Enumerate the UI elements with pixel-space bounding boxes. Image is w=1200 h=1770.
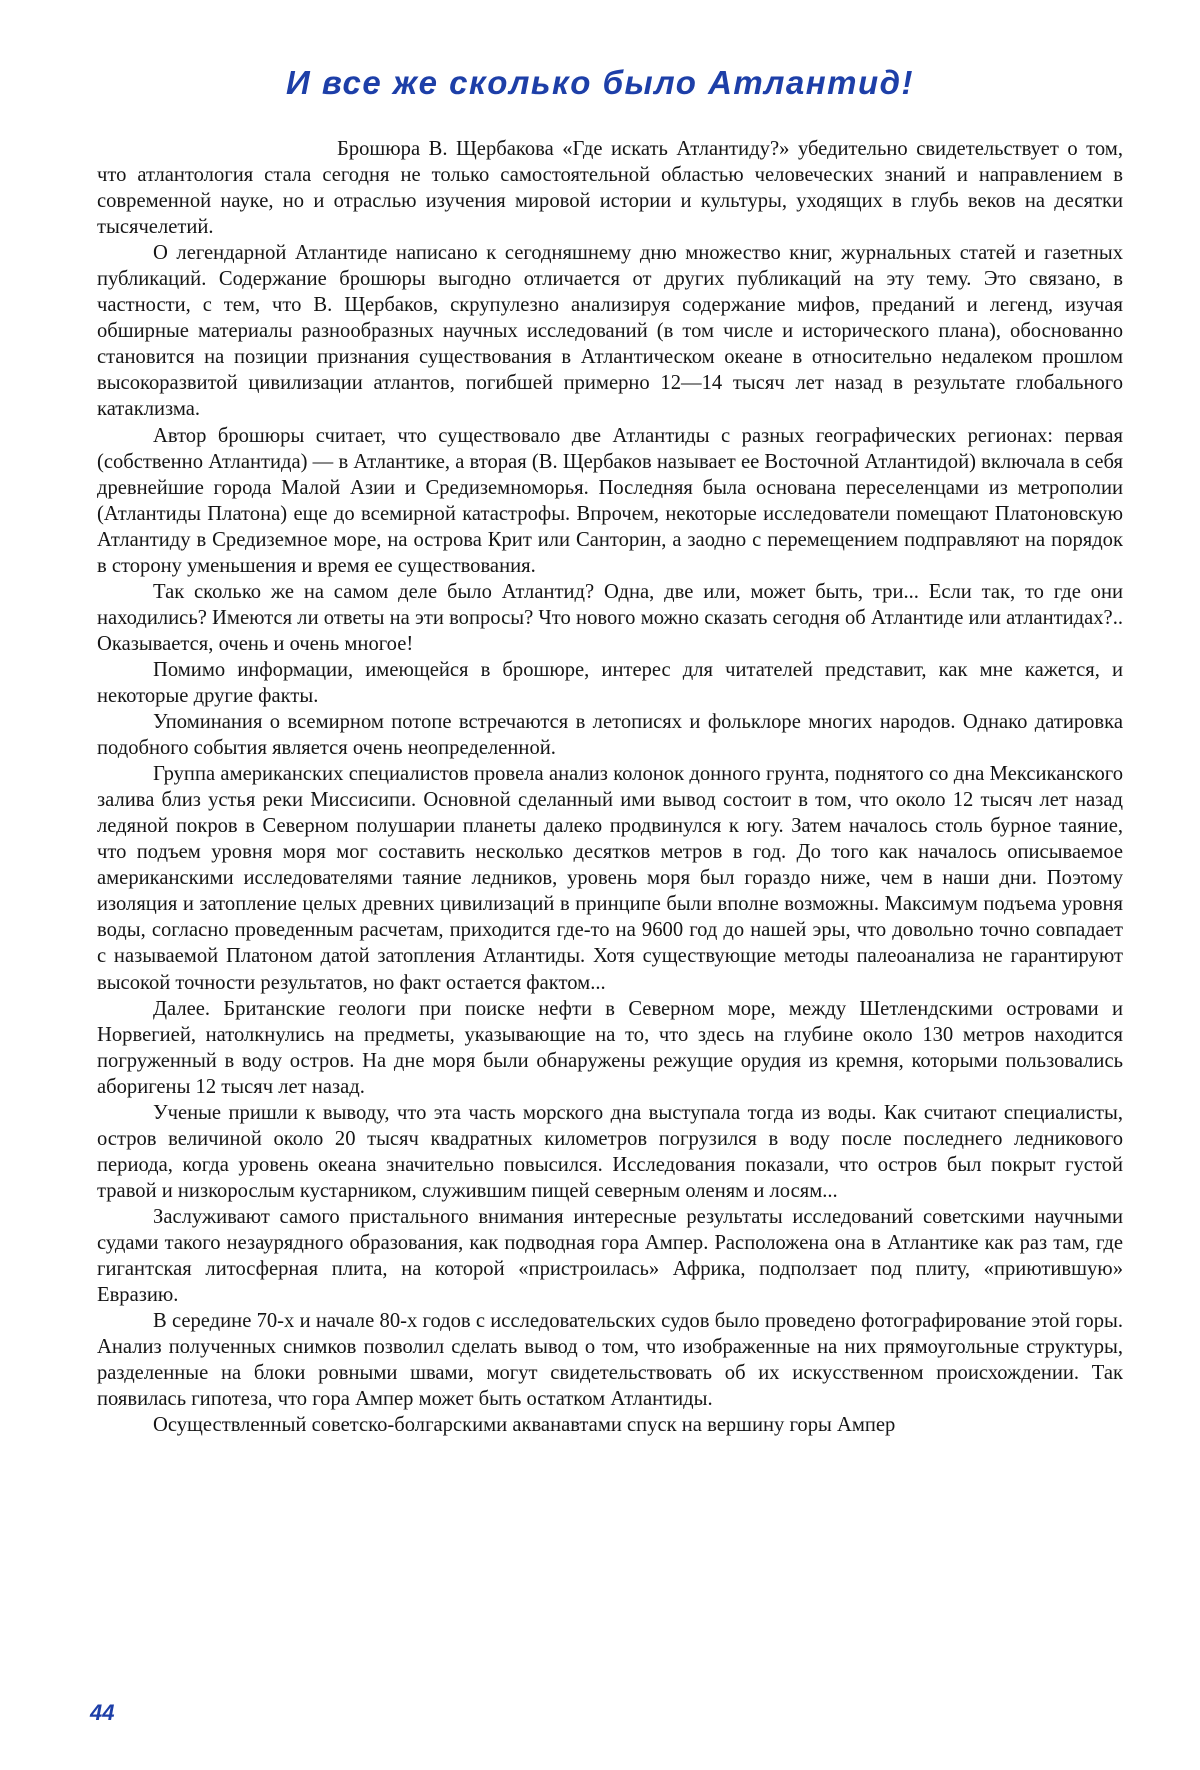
paragraph: Группа американских специалистов провела анализ колонок донного грунта, поднятого со дна Мексиканского залива близ устья реки Миссисипи. Основной сделанный ими вывод состоит в том, что около 12 тысяч лет назад ледяной покров в Северном полушарии планеты далеко продвинулся к югу. Затем началось столь бурное таяние, что подъем уровня моря мог составить несколько десятков метров в год. До того как началось описываемое американскими исследователями таяние ледников, уровень моря был гораздо ниже, чем в наши дни. Поэтому изоляция и затопление целых древних цивилизаций в принципе были вполне возможны. Максимум подъема уровня воды, согласно проведенным расчетам, приходится где-то на 9600 год до нашей эры, что довольно точно совпадает с называемой Платоном датой затопления Атлантиды. Хотя существующие методы палеоанализа не гарантируют высокой точности результатов, но факт остается фактом... — [97, 763, 1123, 994]
paragraph: Помимо информации, имеющейся в брошюре, интерес для читателей представит, как мне кажется, и некоторые другие факты. — [97, 658, 1123, 707]
paragraph: Заслуживают самого пристального внимания интересные результаты исследований советскими научными судами такого незаурядного образования, как подводная гора Ампер. Расположена она в Атлантике как раз там, где гигантская литосферная плита, на которой «пристроилась» Африка, подползает под плиту, «приютившую» Евразию. — [97, 1205, 1123, 1307]
paragraph: Далее. Британские геологи при поиске нефти в Северном море, между Шетлендскими островами и Норвегией, натолкнулись на предметы, указывающие на то, что здесь на глубине около 130 метров находится погруженный в воду остров. На дне моря были обнаружены режущие орудия из кремня, которыми пользовались аборигены 12 тысяч лет назад. — [97, 997, 1123, 1098]
paragraph: В середине 70-х и начале 80-х годов с исследовательских судов было проведено фотографирование этой горы. Анализ полученных снимков позволил сделать вывод о том, что изображенные на них прямоугольные структуры, разделенные на блоки ровными швами, могут свидетельствовать об их искусственном происхождении. Так появилась гипотеза, что гора Ампер может быть остатком Атлантиды. — [97, 1310, 1123, 1411]
paragraph: Осуществленный советско-болгарскими акванавтами спуск на вершину горы Ампер — [153, 1414, 896, 1437]
paragraph: Так сколько же на самом деле было Атлантид? Одна, две или, может быть, три... Если так, то где они находились? Имеются ли ответы на эти вопросы? Что нового можно сказать сегодня об Атлантиде или атлантидах?.. Оказывается, очень и очень многое! — [97, 580, 1123, 655]
paragraph: Брошюра В. Щербакова «Где искать Атлантиду?» убедительно свидетельствует о том, что атлантология стала сегодня не только самостоятельной областью человеческих знаний и направлением в современной науке, но и отраслью изучения мировой истории и культуры, уходящих в глубь веков на десятки тысячелетий. — [97, 138, 1123, 239]
article-body — [97, 136, 1123, 1438]
article-title: И все же сколько было Атлантид! — [285, 64, 915, 101]
paragraph: Упоминания о всемирном потопе встречаются в летописях и фольклоре многих народов. Однако датировка подобного события является очень неопределенной. — [97, 711, 1123, 760]
page-number: 44 — [90, 1700, 115, 1725]
paragraph: Автор брошюры считает, что существовало две Атлантиды с разных географических регионах: первая (собственно Атлантида) — в Атлантике, а вторая (В. Щербаков называет ее Восточной Атлантидой) включала в себя древнейшие города Малой Азии и Средиземноморья. Последняя была основана переселенцами из метрополии (Атлантиды Платона) еще до всемирной катастрофы. Впрочем, некоторые исследователи помещают Платоновскую Атлантиду в Средиземное море, на острова Крит или Санторин, а заодно с перемещением подправляют на порядок в сторону уменьшения и время ее существования. — [97, 424, 1123, 577]
paragraph: Ученые пришли к выводу, что эта часть морского дна выступала тогда из воды. Как считают специалисты, остров величиной около 20 тысяч квадратных километров погрузился в воду после последнего ледникового периода, когда уровень океана значительно повысился. Исследования показали, что остров был покрыт густой травой и низкорослым кустарником, служившим пищей северным оленям и лосям... — [97, 1101, 1123, 1202]
paragraph: О легендарной Атлантиде написано к сегодняшнему дню множество книг, журнальных статей и газетных публикаций. Содержание брошюры выгодно отличается от других публикаций на эту тему. Это связано, в частности, с тем, что В. Щербаков, скрупулезно анализируя содержание мифов, преданий и легенд, изучая обширные материалы разнообразных научных исследований (в том числе и исторического плана), обоснованно становится на позиции признания существования в Атлантическом океане в относительно недалеком прошлом высокоразвитой цивилизации атлантов, погибшей примерно 12—14 тысяч лет назад в результате глобального катаклизма. — [97, 242, 1123, 421]
